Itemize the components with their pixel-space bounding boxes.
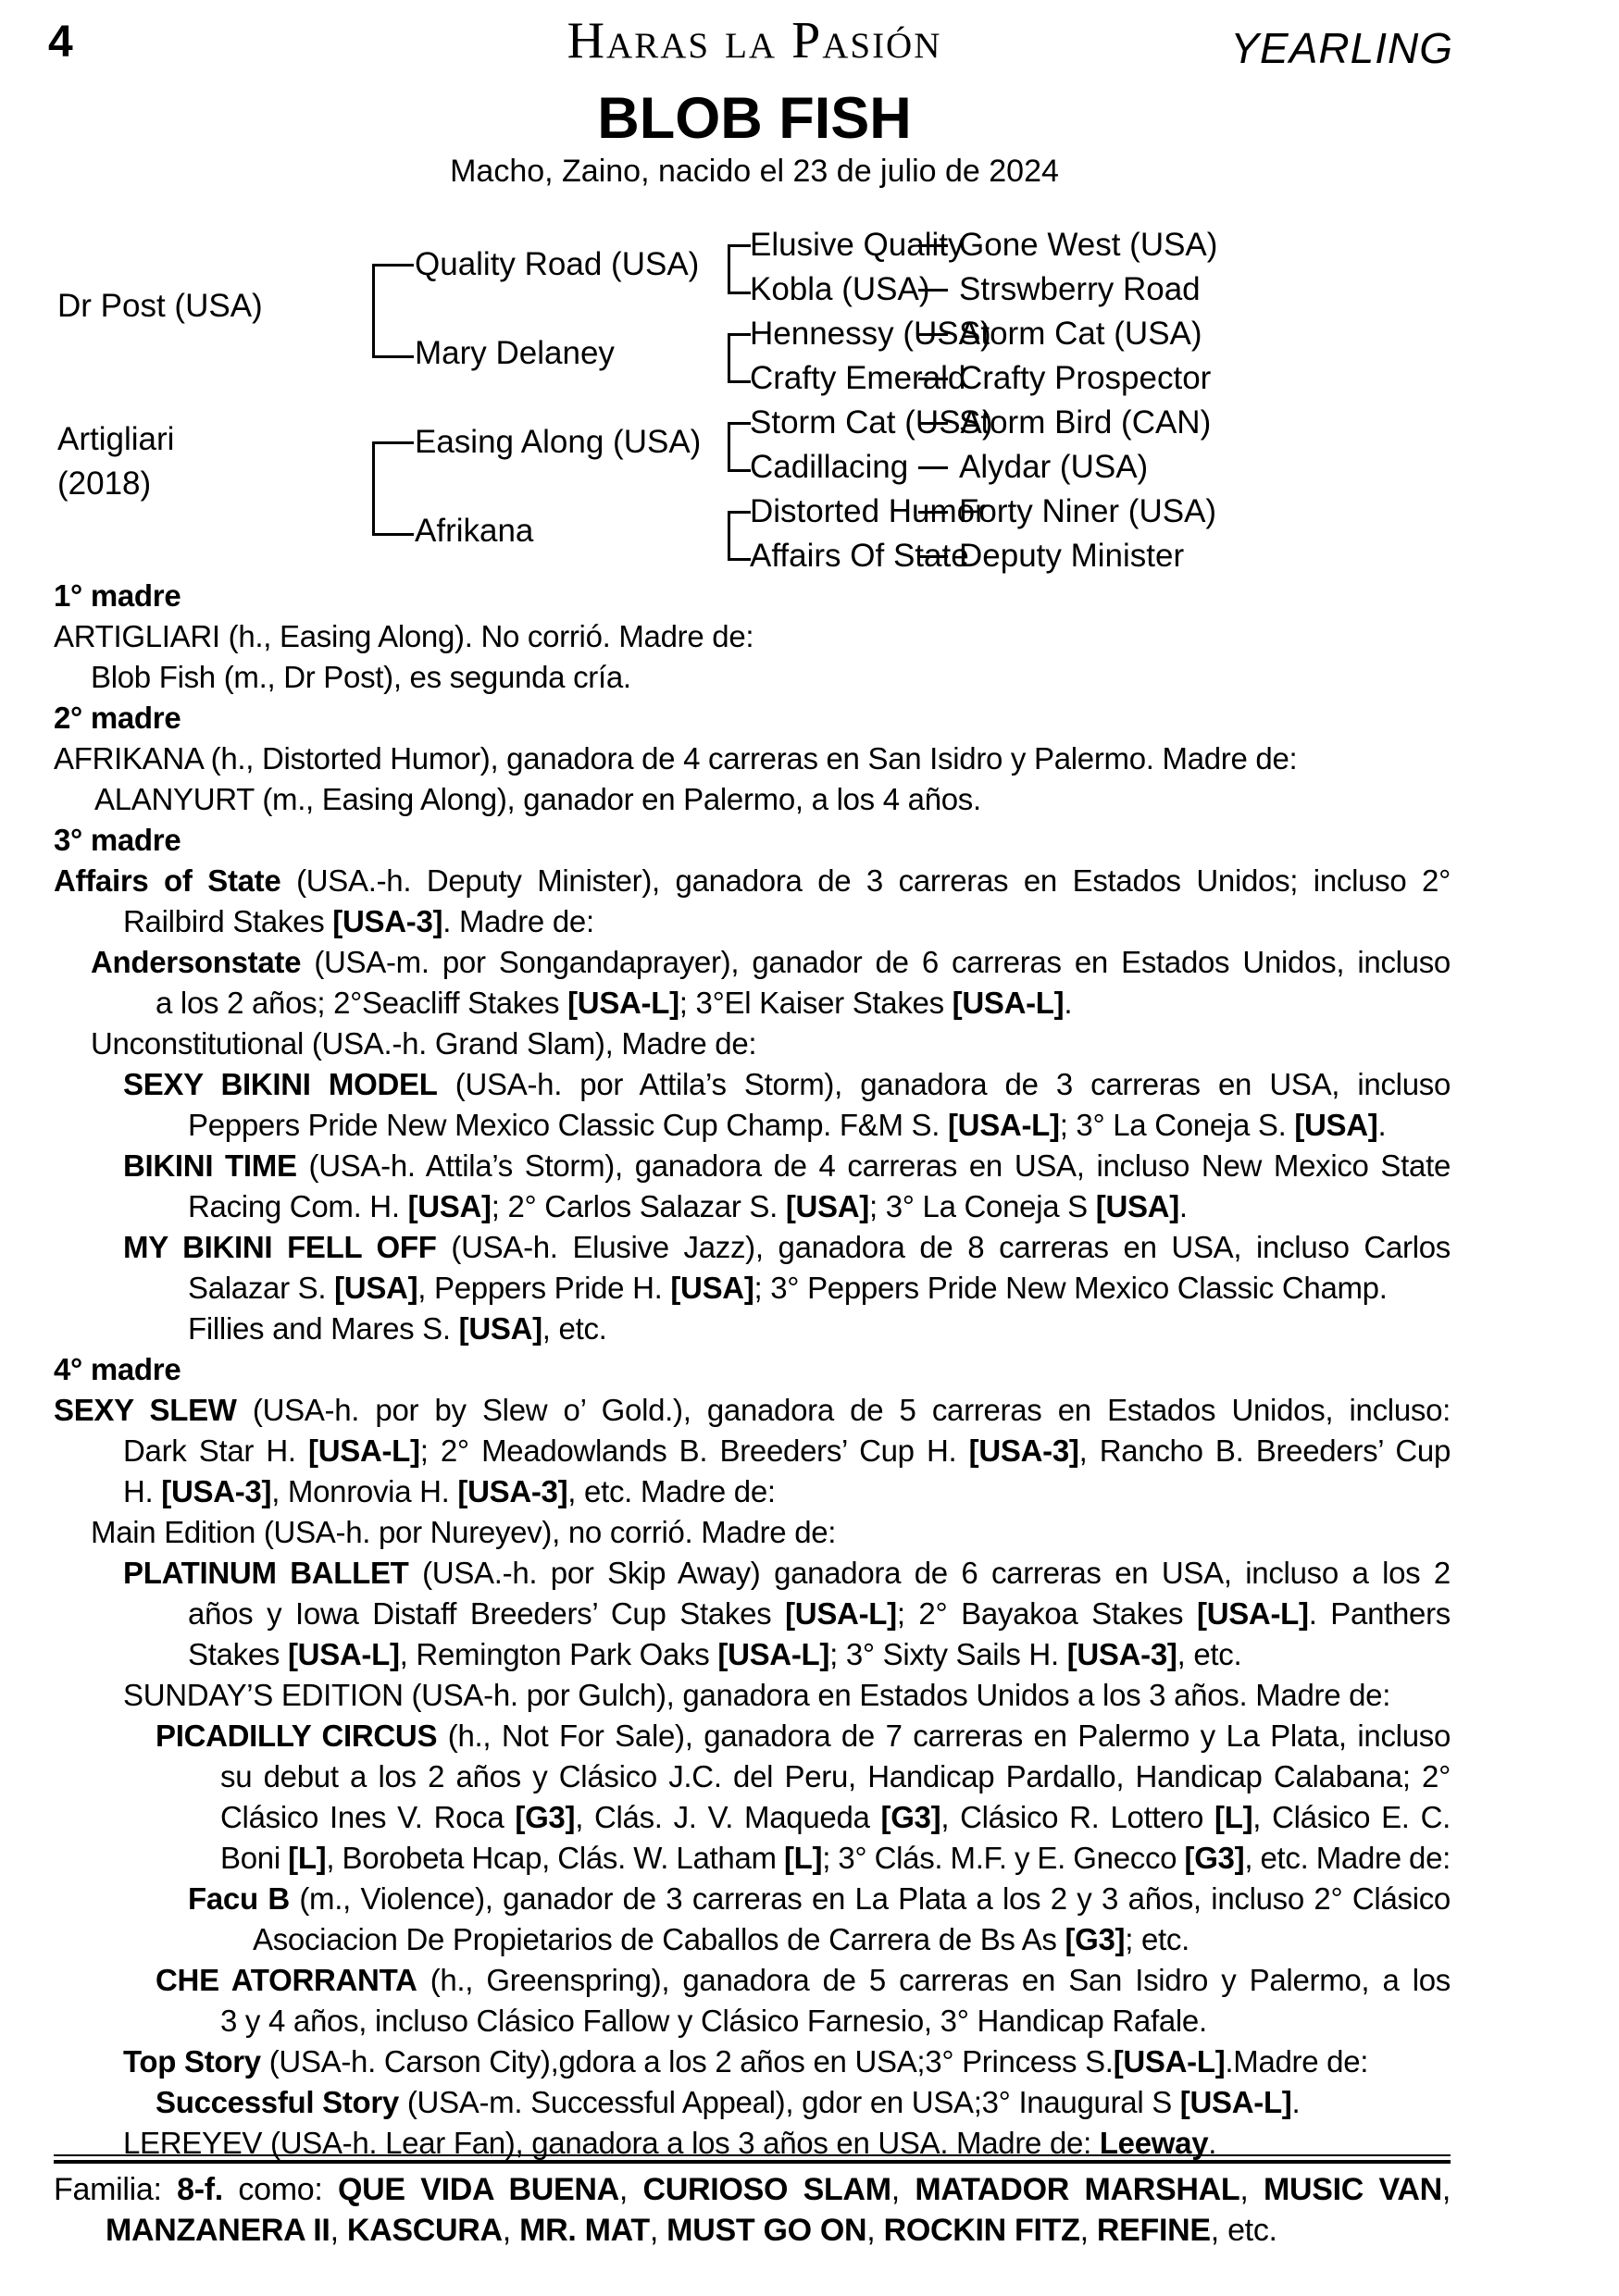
sale-category: YEARLING [1230, 24, 1453, 72]
pedigree-notes [54, 576, 1451, 2164]
pedigree-bracket [728, 333, 751, 383]
pedigree-sire: Dr Post (USA) [57, 288, 263, 324]
text-line: Facu B (m., Violence), ganador de 3 carreras en La Plata a los 2 y 3 años, incluso 2° Clásico [188, 1881, 1451, 1916]
text-line: Clásico Ines V. Roca [G3], Clás. J. V. Maqueda [G3], Clásico R. Lottero [L], Clásico E. C. [220, 1800, 1451, 1834]
pedigree-gen3-name: Affairs Of State [750, 538, 969, 574]
text-line: su debut a los 2 años y Clásico J.C. del Peru, Handicap Pardallo, Handicap Calabana; 2° [220, 1759, 1451, 1793]
pedigree-gen3-name: Elusive Quality [750, 227, 965, 263]
text-line: SUNDAY’S EDITION (USA-h. por Gulch), ganadora en Estados Unidos a los 3 años. Madre de: [123, 1678, 1391, 1712]
text-line: Asociacion De Propietarios de Caballos de Carrera de Bs As [G3]; etc. [253, 1922, 1189, 1956]
text-line: MY BIKINI FELL OFF (USA-h. Elusive Jazz), ganadora de 8 carreras en USA, incluso Carlos [123, 1230, 1451, 1264]
pedigree-dash [918, 244, 948, 247]
text-line: 3° madre [54, 823, 181, 857]
birth-line: Macho, Zaino, nacido el 23 de julio de 2024 [450, 154, 1059, 189]
pedigree-dash [918, 333, 948, 336]
text-line: 4° madre [54, 1352, 181, 1386]
text-line: SEXY SLEW (USA-h. por by Slew o’ Gold.), ganadora de 5 carreras en Estados Unidos, incluso: [54, 1393, 1451, 1427]
text-line: PICADILLY CIRCUS (h., Not For Sale), ganadora de 7 carreras en Palermo y La Plata, incluso [156, 1719, 1451, 1753]
pedigree-bracket [728, 511, 751, 561]
text-line: Top Story (USA-h. Carson City),gdora a los 2 años en USA;3° Princess S.[USA-L].Madre de: [123, 2044, 1369, 2079]
text-line: Blob Fish (m., Dr Post), es segunda cría. [91, 660, 631, 694]
text-line: Salazar S. [USA], Peppers Pride H. [USA]; 3° Peppers Pride New Mexico Classic Champ. [188, 1271, 1388, 1305]
pedigree-dash [918, 378, 948, 380]
pedigree-bracket [372, 264, 414, 358]
text-line: H. [USA-3], Monrovia H. [USA-3], etc. Madre de: [123, 1474, 776, 1508]
pedigree-gen3-name: Hennessy (USA) [750, 316, 991, 352]
text-line: ALANYURT (m., Easing Along), ganador en Palermo, a los 4 años. [94, 782, 981, 816]
pedigree-gen2-name: Quality Road (USA) [415, 246, 700, 282]
pedigree-bracket [372, 441, 414, 536]
pedigree-gen4-name: Forty Niner (USA) [959, 493, 1217, 529]
text-line: Racing Com. H. [USA]; 2° Carlos Salazar S. [USA]; 3° La Coneja S [USA]. [188, 1189, 1188, 1223]
pedigree-dash [918, 289, 948, 292]
pedigree-gen3-name: Distorted Humor [750, 493, 986, 529]
pedigree-dam-year: (2018) [57, 465, 152, 502]
text-line: Dark Star H. [USA-L]; 2° Meadowlands B. Breeders’ Cup H. [USA-3], Rancho B. Breeders’ Cup [123, 1433, 1451, 1468]
text-line: Fillies and Mares S. [USA], etc. [188, 1311, 607, 1346]
pedigree-dash [918, 466, 948, 469]
farm-title: Haras la Pasión [567, 12, 942, 69]
horse-name: BLOB FISH [597, 86, 912, 151]
pedigree-gen3-name: Crafty Emerald [750, 360, 966, 396]
pedigree-dash [918, 555, 948, 558]
text-line: años y Iowa Distaff Breeders’ Cup Stakes [USA-L]; 2° Bayakoa Stakes [USA-L]. Panthers [188, 1596, 1451, 1631]
pedigree-gen4-name: Storm Bird (CAN) [959, 404, 1212, 441]
text-line: CHE ATORRANTA (h., Greenspring), ganadora de 5 carreras en San Isidro y Palermo, a los [156, 1963, 1451, 1997]
pedigree-gen3-name: Storm Cat (USA) [750, 404, 993, 441]
text-line: 3 y 4 años, incluso Clásico Fallow y Clásico Farnesio, 3° Handicap Rafale. [220, 2004, 1207, 2038]
text-line: Main Edition (USA-h. por Nureyev), no corrió. Madre de: [91, 1515, 837, 1549]
text-line: 2° madre [54, 701, 181, 735]
pedigree-gen4-name: Alydar (USA) [959, 449, 1149, 485]
pedigree-gen3-name: Cadillacing [750, 449, 909, 485]
text-line: SEXY BIKINI MODEL (USA-h. por Attila’s Storm), ganadora de 3 carreras en USA, incluso [123, 1067, 1451, 1101]
pedigree-gen4-name: Storm Cat (USA) [959, 316, 1202, 352]
pedigree-gen4-name: Strswberry Road [959, 271, 1201, 307]
text-line: LEREYEV (USA-h. Lear Fan), ganadora a los 3 años en USA. Madre de: Leeway. [123, 2126, 1217, 2160]
text-line: Unconstitutional (USA.-h. Grand Slam), Madre de: [91, 1026, 757, 1061]
text-line: Boni [L], Borobeta Hcap, Clás. W. Latham [L]; 3° Clás. M.F. y E. Gnecco [G3], etc. Madre de: [220, 1841, 1451, 1875]
pedigree-gen4-name: Deputy Minister [959, 538, 1185, 574]
text-line: BIKINI TIME (USA-h. Attila’s Storm), ganadora de 4 carreras en USA, incluso New Mexico State [123, 1148, 1451, 1183]
pedigree-bracket [728, 244, 751, 294]
text-line: ARTIGLIARI (h., Easing Along). No corrió. Madre de: [54, 619, 754, 653]
pedigree-gen2-name: Easing Along (USA) [415, 424, 702, 460]
text-line: a los 2 años; 2°Seacliff Stakes [USA-L]; 3°El Kaiser Stakes [USA-L]. [156, 986, 1073, 1020]
text-line: Stakes [USA-L], Remington Park Oaks [USA-L]; 3° Sixty Sails H. [USA-3], etc. [188, 1637, 1242, 1671]
text-line: PLATINUM BALLET (USA.-h. por Skip Away) ganadora de 6 carreras en USA, incluso a los 2 [123, 1556, 1451, 1590]
pedigree-dash [918, 422, 948, 425]
text-line: Affairs of State (USA.-h. Deputy Minister), ganadora de 3 carreras en Estados Unidos; incluso 2° [54, 863, 1451, 898]
text-line: Familia: 8-f. como: QUE VIDA BUENA, CURIOSO SLAM, MATADOR MARSHAL, MUSIC VAN, [54, 2172, 1451, 2207]
page-number: 4 [48, 18, 73, 67]
pedigree-gen2-name: Afrikana [415, 513, 534, 549]
text-line: Andersonstate (USA-m. por Songandaprayer), ganador de 6 carreras en Estados Unidos, incluso [91, 945, 1451, 979]
family-note [54, 2169, 1451, 2251]
family-divider [54, 2154, 1451, 2164]
text-line: Successful Story (USA-m. Successful Appeal), gdor en USA;3° Inaugural S [USA-L]. [156, 2085, 1301, 2119]
text-line: 1° madre [54, 578, 181, 613]
text-line: MANZANERA II, KASCURA, MR. MAT, MUST GO ON, ROCKIN FITZ, REFINE, etc. [106, 2213, 1277, 2248]
pedigree-gen4-name: Gone West (USA) [959, 227, 1218, 263]
text-line: Peppers Pride New Mexico Classic Cup Champ. F&M S. [USA-L]; 3° La Coneja S. [USA]. [188, 1108, 1387, 1142]
text-line: AFRIKANA (h., Distorted Humor), ganadora de 4 carreras en San Isidro y Palermo. Madre de: [54, 741, 1298, 776]
pedigree-dash [918, 511, 948, 514]
pedigree-dam: Artigliari [57, 421, 175, 457]
text-line: Railbird Stakes [USA-3]. Madre de: [123, 904, 594, 938]
pedigree-gen2-name: Mary Delaney [415, 335, 615, 371]
pedigree-gen4-name: Crafty Prospector [959, 360, 1212, 396]
pedigree-gen3-name: Kobla (USA) [750, 271, 930, 307]
pedigree-bracket [728, 422, 751, 472]
